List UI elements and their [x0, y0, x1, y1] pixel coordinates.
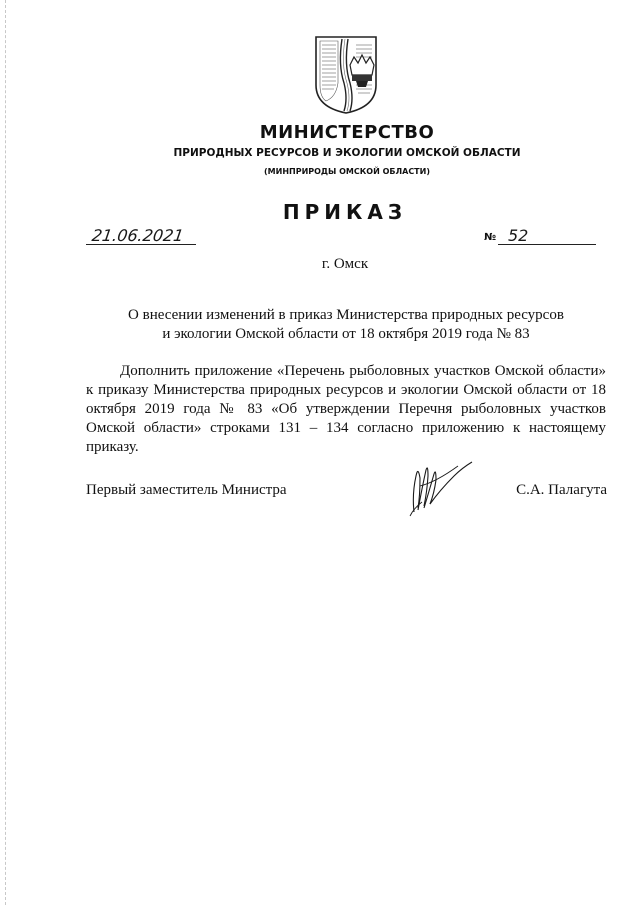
signer-title: Первый заместитель Министра	[86, 482, 287, 498]
number-underline	[498, 244, 596, 245]
ministry-short-name: (МИНПРИРОДЫ ОМСКОЙ ОБЛАСТИ)	[264, 167, 430, 176]
date-underline	[86, 244, 196, 245]
document-number: 52	[508, 226, 529, 245]
document-date: 21.06.2021	[90, 226, 185, 245]
subject-line-2: и экологии Омской области от 18 октября 2019 года № 83	[162, 326, 530, 342]
signer-name: С.А. Палагута	[516, 482, 607, 498]
number-label: №	[484, 232, 497, 243]
document-city: г. Омск	[321, 256, 369, 272]
document-type: ПРИКАЗ	[282, 200, 408, 224]
ministry-title: МИНИСТЕРСТВО	[259, 122, 435, 143]
document-body: Дополнить приложение «Перечень рыболовных участков Омской области» к приказу Министерства природных ресурсов и экологии Омской области от 18 октября 2019 года № 83 «Об утверждении Перечня рыболовных участков Омской области» строками 131 – 134 согласно приложению к настоящему приказу.	[86, 363, 606, 455]
coat-of-arms-icon	[314, 35, 378, 115]
document-subject	[86, 306, 606, 344]
handwritten-signature-icon	[400, 458, 476, 520]
subject-line-1: О внесении изменений в приказ Министерства природных ресурсов	[128, 307, 564, 323]
ministry-subtitle: ПРИРОДНЫХ РЕСУРСОВ И ЭКОЛОГИИ ОМСКОЙ ОБЛАСТИ	[173, 147, 521, 159]
